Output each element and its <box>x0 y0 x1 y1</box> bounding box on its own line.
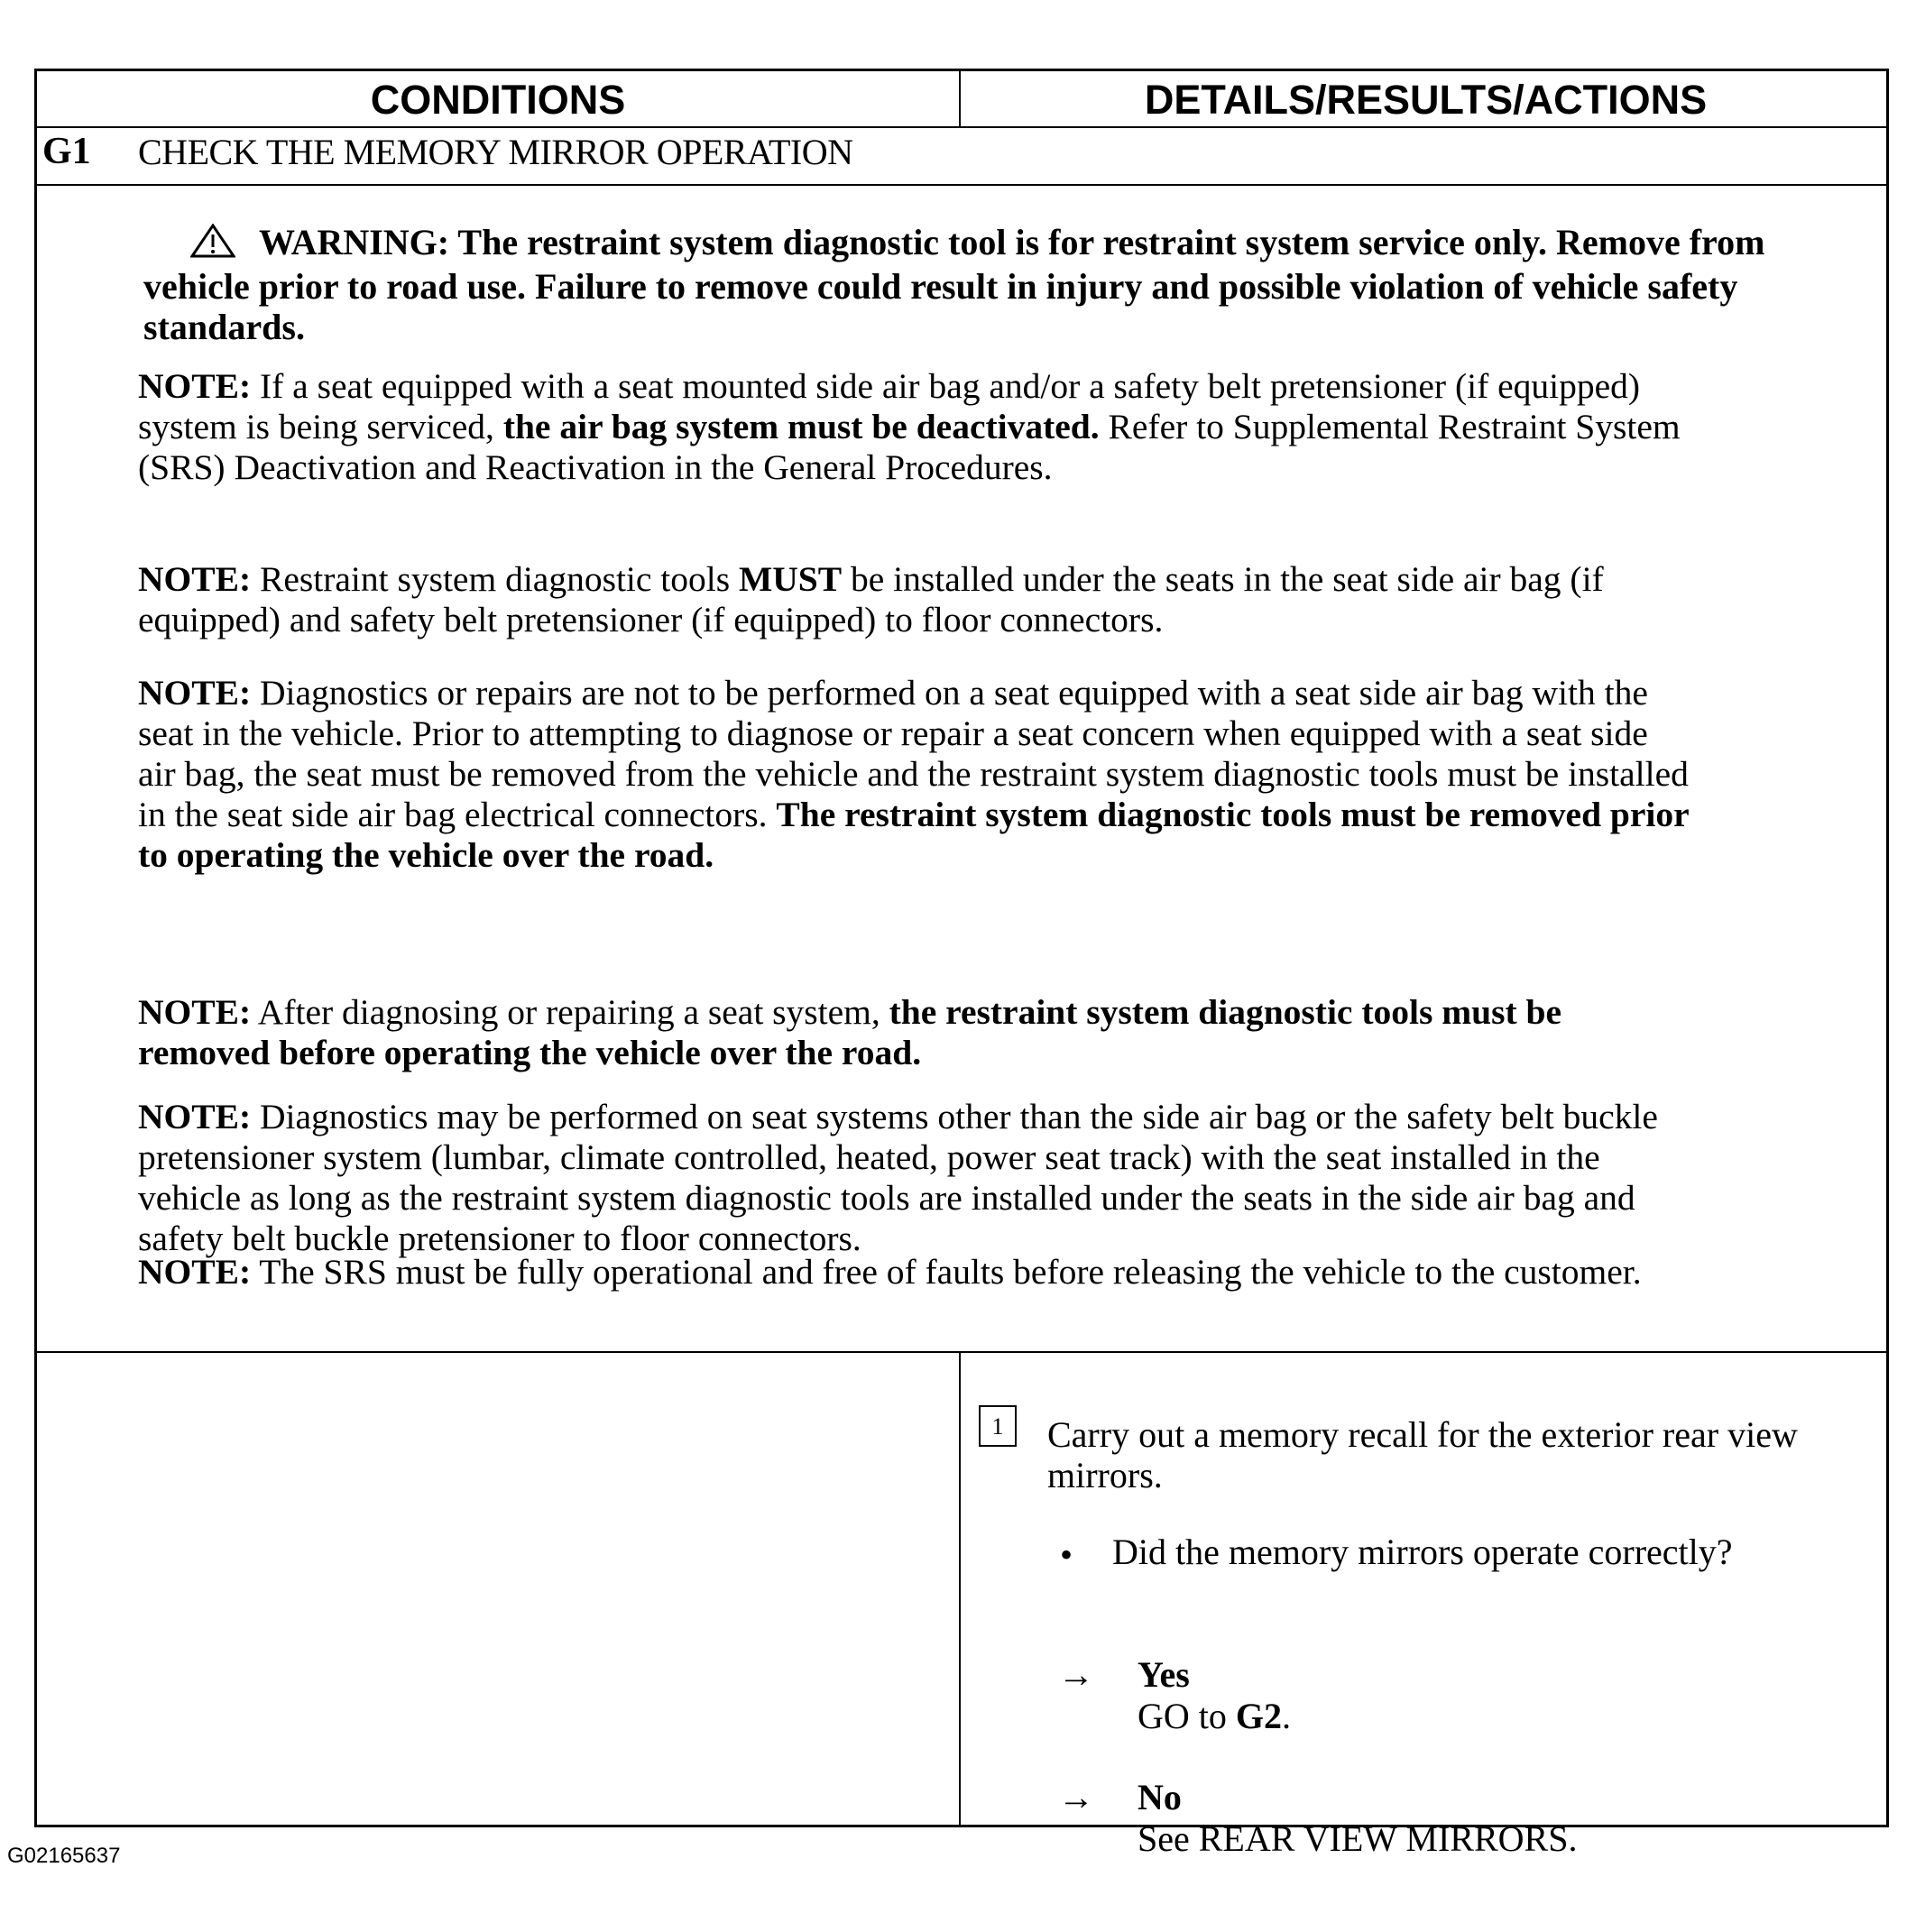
figure-code: G02165637 <box>7 1844 121 1868</box>
note-emphasis: The restraint system diagnostic tools must be removed prior to operating the vehicle over the road. <box>138 795 1689 875</box>
step-id: G1 <box>42 131 91 172</box>
instruction-text: Carry out a memory recall for the exterior rear view mirrors. <box>1047 1414 1798 1495</box>
note-label: NOTE: <box>138 992 252 1032</box>
arrow-right-icon: → <box>1058 1654 1094 1695</box>
note-text: The SRS must be fully operational and free of faults before releasing the vehicle to the customer. <box>251 1252 1642 1292</box>
yes-label: Yes <box>1138 1654 1190 1695</box>
action-row <box>37 1351 1886 1859</box>
note-2 <box>138 559 1690 640</box>
step-title: CHECK THE MEMORY MIRROR OPERATION <box>138 132 853 172</box>
warning-paragraph <box>143 222 1821 347</box>
no-action: See REAR VIEW MIRRORS. <box>1138 1818 1578 1859</box>
bullet-icon: • <box>1060 1534 1073 1575</box>
yes-action-target: G2 <box>1235 1696 1283 1736</box>
note-text: be installed under the seats in the seat side air bag (if equipped) and safety belt pretensioner (if equipped) to floor connectors. <box>138 559 1604 639</box>
note-4 <box>138 992 1690 1073</box>
note-label: NOTE: <box>138 1252 252 1292</box>
conditions-header: CONDITIONS <box>370 77 626 123</box>
note-1 <box>138 366 1690 488</box>
note-text: After diagnosing or repairing a seat system, <box>251 992 889 1032</box>
note-text: If a seat equipped with a seat mounted side air bag and/or a safety belt pretensioner (if equipped) system is being serviced, <box>138 366 1641 446</box>
note-emphasis: the air bag system must be deactivated. <box>502 407 1100 446</box>
note-emphasis: the restraint system diagnostic tools must be removed before operating the vehicle over the road. <box>138 992 1561 1072</box>
note-text: Refer to Supplemental Restraint System (SRS) Deactivation and Reactivation in the General Procedures. <box>138 407 1681 487</box>
yes-action-suffix: . <box>1282 1696 1292 1736</box>
diagnostic-table <box>34 69 1889 1859</box>
note-label: NOTE: <box>138 1097 252 1136</box>
note-text: Restraint system diagnostic tools <box>251 559 739 599</box>
note-label: NOTE: <box>138 559 252 599</box>
warnings-and-notes <box>37 186 1886 1353</box>
note-6 <box>138 1252 1690 1293</box>
warning-triangle-icon <box>190 224 235 266</box>
note-text: Diagnostics may be performed on seat systems other than the side air bag or the safety belt buckle pretensioner system (lumbar, climate controlled, heated, power seat track) with the seat installed in the vehicle as long as the restraint system diagnostic tools are installed under the seats in the side air bag and safety belt buckle pretensioner to floor connectors. <box>138 1097 1658 1258</box>
note-label: NOTE: <box>138 366 252 406</box>
note-3 <box>138 673 1690 876</box>
note-label: NOTE: <box>138 673 252 713</box>
note-emphasis: MUST <box>739 559 843 599</box>
details-header: DETAILS/RESULTS/ACTIONS <box>959 71 1891 126</box>
note-5 <box>138 1097 1690 1259</box>
table-header-row <box>37 71 1886 128</box>
warning-text: WARNING: The restraint system diagnostic tool is for restraint system service only. Remove from vehicle prior to road use. Failure to remove could result in injury and possible violation of vehicle safety standards. <box>143 222 1765 347</box>
yes-action-prefix: GO to <box>1138 1696 1236 1736</box>
action-cell <box>961 1351 1889 1859</box>
no-label: No <box>1138 1777 1182 1817</box>
yes-action <box>1138 1696 1291 1736</box>
step-number-box: 1 <box>979 1405 1017 1447</box>
arrow-right-icon: → <box>1058 1777 1094 1817</box>
step-title-row <box>37 126 1886 186</box>
note-text: Diagnostics or repairs are not to be performed on a seat equipped with a seat side air bag with the seat in the vehicle. Prior to attempting to diagnose or repair a seat concern when equipped with a seat side air bag, the seat must be removed from the vehicle and the restraint system diagnostic tools must be installed in the seat side air bag electrical connectors. <box>138 673 1689 834</box>
question-text: Did the memory mirrors operate correctly? <box>1112 1532 1733 1572</box>
